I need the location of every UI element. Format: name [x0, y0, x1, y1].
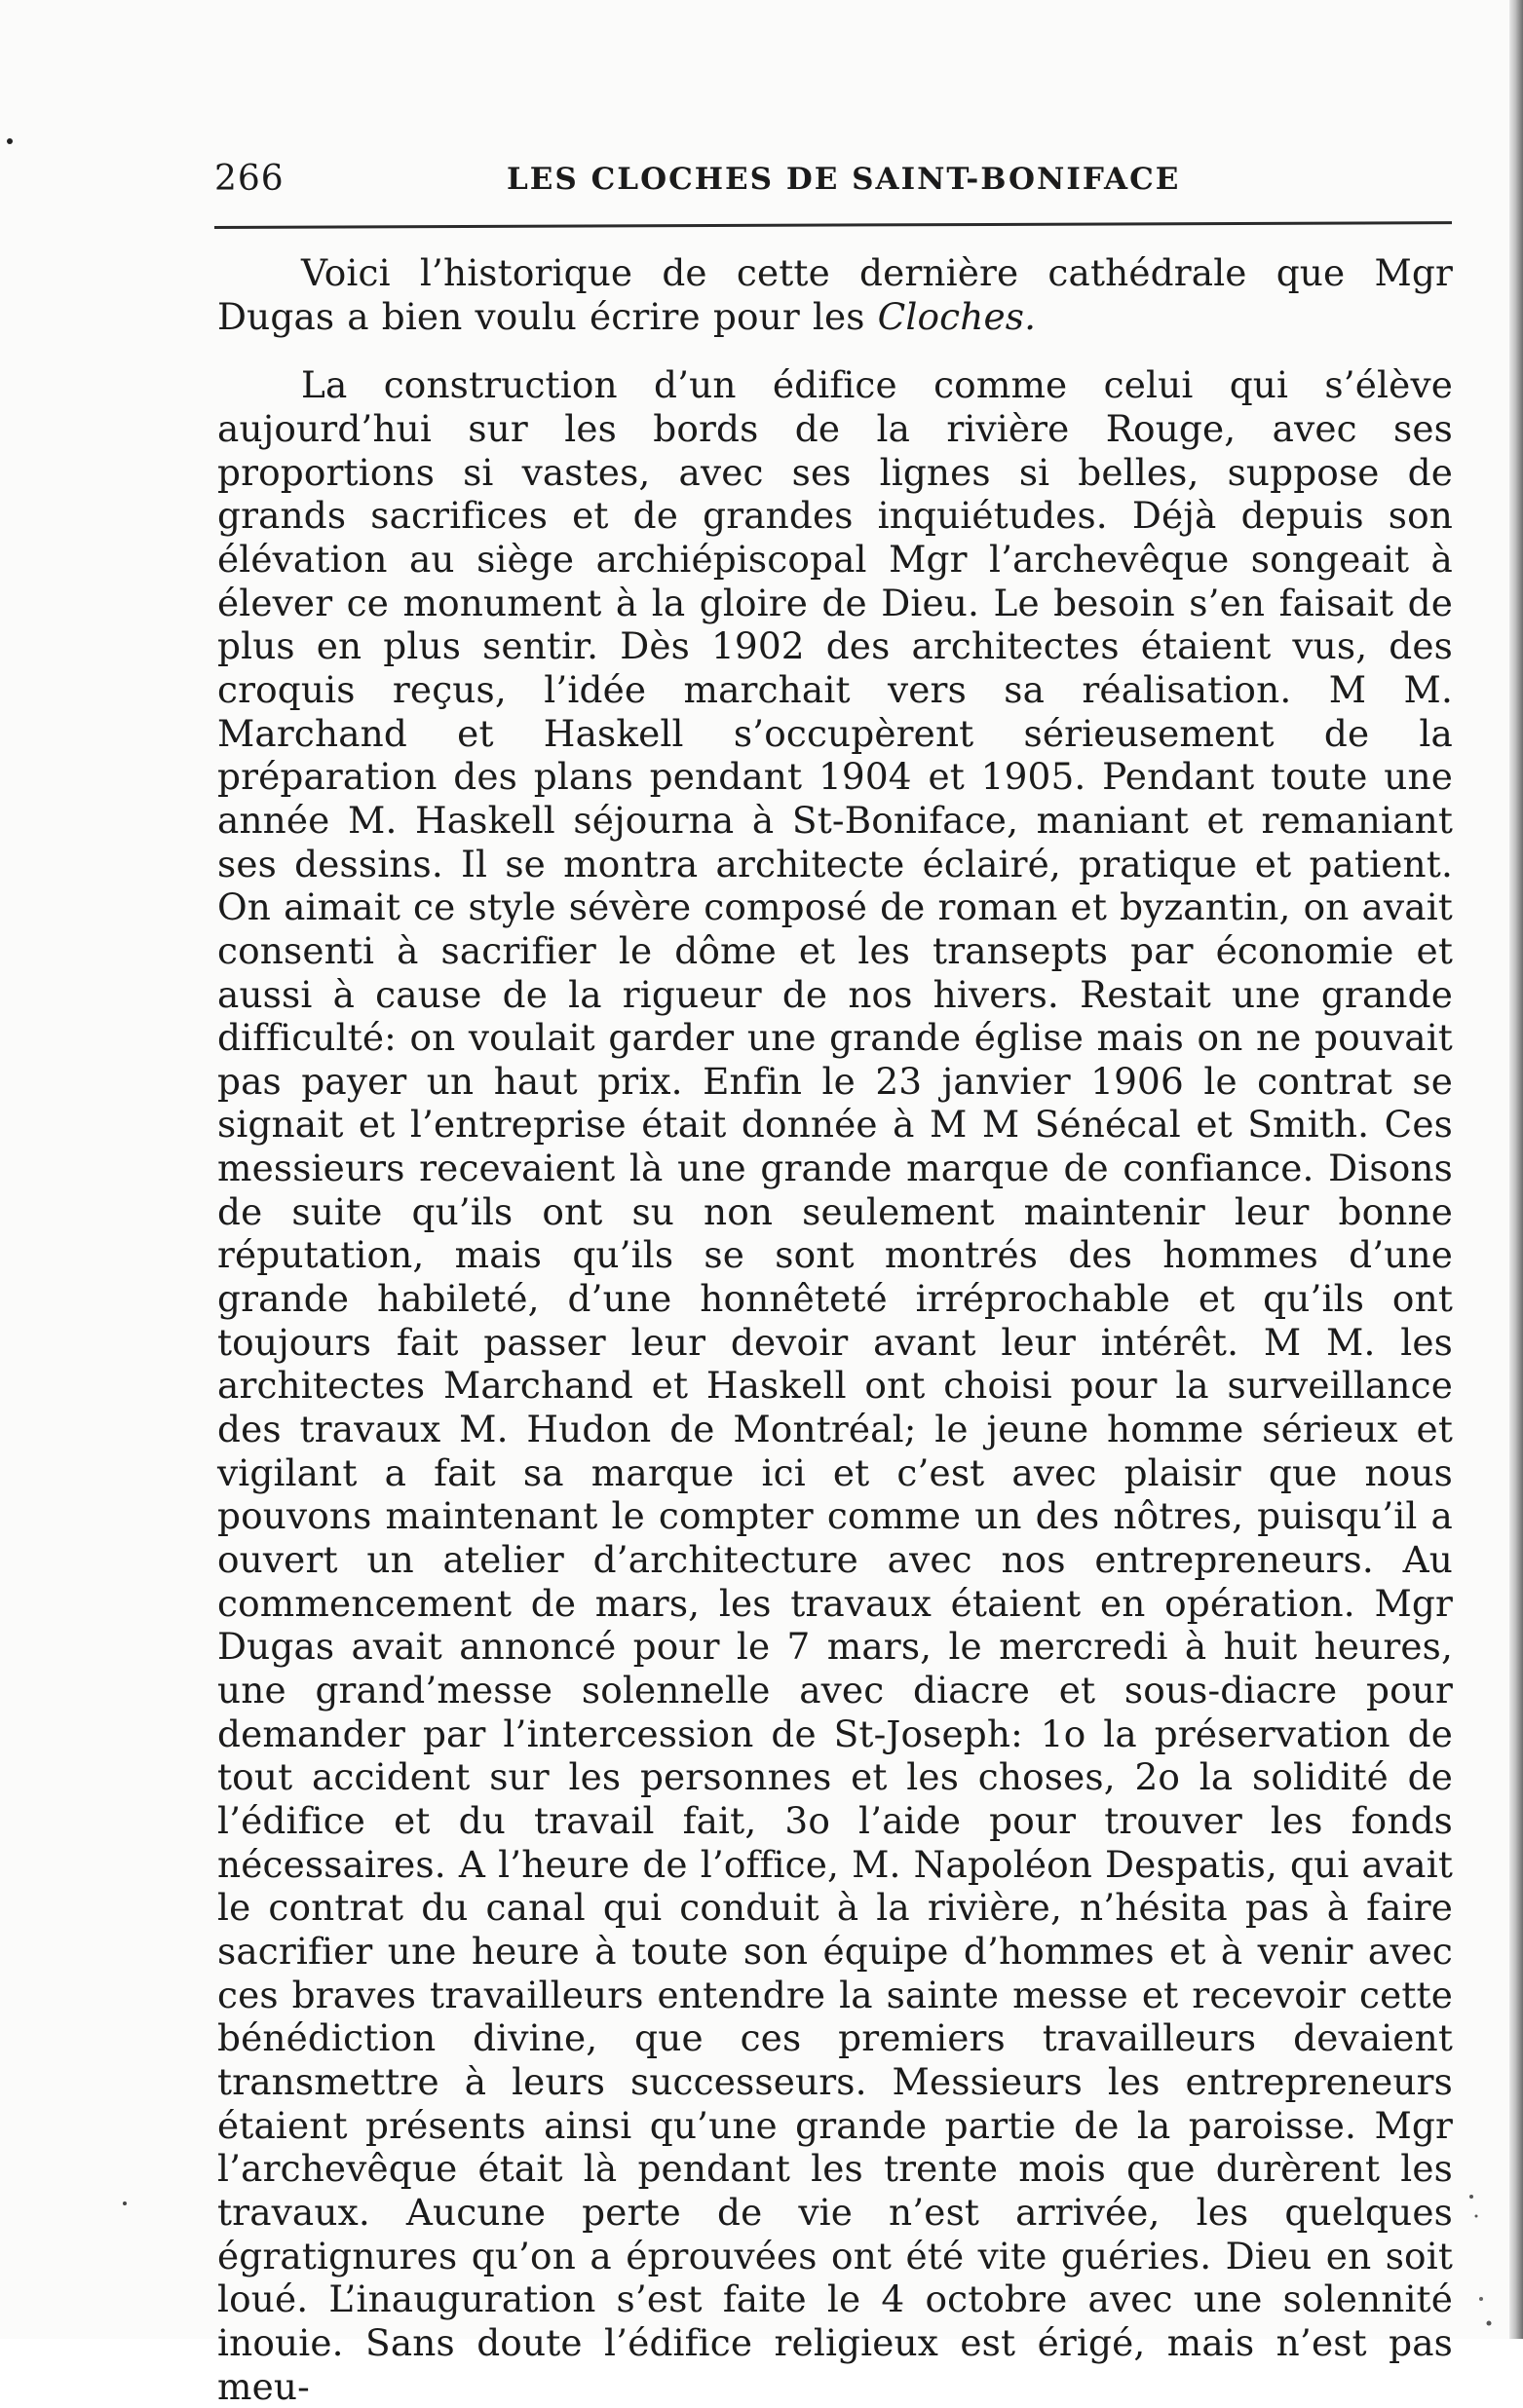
page-number: 266: [214, 159, 285, 199]
body-text: [217, 251, 1453, 2408]
intro-paragraph: [217, 251, 1453, 338]
italic-title: Cloches.: [877, 294, 1037, 338]
page-edge-shadow: [1509, 0, 1523, 2339]
speck: [123, 2201, 127, 2205]
history-paragraph: La construction d’un édifice comme celui qui s’élève aujourd’hui sur les bords de la rivière Rouge, avec ses proportions si vastes, avec ses lignes si belles, suppose de grands sacrifices et de grandes inquiétudes. Déjà depuis son élévation au siège archiépiscopal Mgr l’archevêque songeait à élever ce monument à la gloire de Dieu. Le besoin s’en faisait de plus en plus sentir. Dès 1902 des architectes étaient vus, des croquis reçus, l’idée marchait vers sa réalisation. M M. Marchand et Haskell s’occupèrent sérieusement de la préparation des plans pendant 1904 et 1905. Pendant toute une année M. Haskell séjourna à St-Boniface, maniant et remaniant ses dessins. Il se montra architecte éclairé, pratique et patient. On aimait ce style sévère composé de roman et byzantin, on avait consenti à sacrifier le dôme et les transepts par économie et aussi à cause de la rigueur de nos hivers. Restait une grande difficulté: on voulait garder une grande église mais on ne pouvait pas payer un haut prix. Enfin le 23 janvier 1906 le contrat se signait et l’entreprise était donnée à M M Sénécal et Smith. Ces messieurs recevaient là une grande marque de confiance. Disons de suite qu’ils ont su non seulement maintenir leur bonne réputation, mais qu’ils se sont montrés des hommes d’une grande habileté, d’une honnêteté irréprochable et qu’ils ont toujours fait passer leur devoir avant leur intérêt. M M. les architectes Marchand et Haskell ont choisi pour la surveillance des travaux M. Hudon de Montréal; le jeune homme sérieux et vigilant a fait sa marque ici et c’est avec plaisir que nous pouvons maintenant le compter comme un des nôtres, puisqu’il a ouvert un atelier d’architecture avec nos entrepreneurs. Au commencement de mars, les travaux étaient en opération. Mgr Dugas avait annoncé pour le 7 mars, le mercredi à huit heures, une grand’messe solennelle avec diacre et sous-diacre pour demander par l’intercession de St-Joseph: 1o la préservation de tout accident sur les personnes et les choses, 2o la solidité de l’édifice et du travail fait, 3o l’aide pour trouver les fonds nécessaires. A l’heure de l’office, M. Napoléon Despatis, qui avait le contrat du canal qui conduit à la rivière, n’hésita pas à faire sacrifier une heure à toute son équipe d’hommes et à venir avec ces braves travailleurs entendre la sainte messe et recevoir cette bénédiction divine, que ces premiers travailleurs devaient transmettre à leurs successeurs. Messieurs les entrepreneurs étaient présents ainsi qu’une grande partie de la paroisse. Mgr l’archevêque était là pendant les trente mois que durèrent les travaux. Aucune perte de vie n’est arrivée, les quelques égratignures qu’on a éprouvées ont été vite guéries. Dieu en soit loué. L’inauguration s’est faite le 4 octobre avec une solennité inouie. Sans doute l’édifice religieux est érigé, mais n’est pas meu-: [217, 363, 1453, 2408]
speck: [1469, 2195, 1473, 2199]
intro-text: Voici l’historique de cette dernière cathédrale que Mgr Dugas a bien voulu écrire pour les: [217, 251, 1453, 338]
speck: [1487, 2321, 1492, 2326]
speck: [7, 138, 13, 144]
header-rule: [214, 221, 1452, 229]
running-header: [214, 154, 1437, 205]
running-title: LES CLOCHES DE SAINT-BONIFACE: [507, 162, 1181, 197]
speck: [1479, 2297, 1483, 2301]
speck: [1475, 2215, 1478, 2218]
